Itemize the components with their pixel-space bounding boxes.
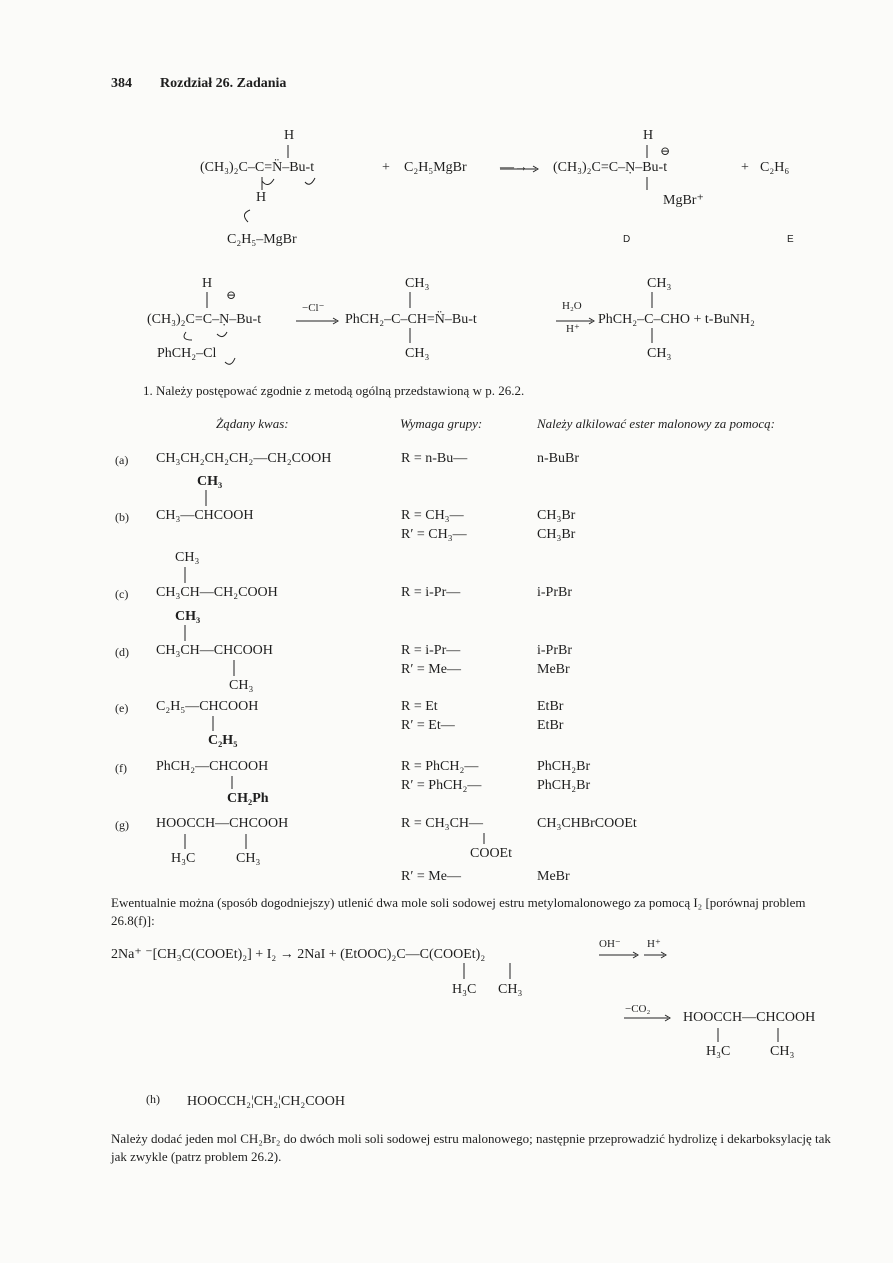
row-h-paragraph: Należy dodać jeden mol CH₂Br₂ do dwóch moli soli sodowej estru malonowego; następnie przeprowadzić hydrolizę i dekarboksylację tak jak zwykle (patrz problem 26.2). xyxy=(111,1131,831,1164)
row-b-reagent2: CH₃Br xyxy=(537,527,576,542)
row-g-acid: HOOCCH—CHCOOH xyxy=(156,816,289,831)
row-d-group: R = i-Pr— xyxy=(401,643,461,658)
scheme1-left-formula: (CH₃)₂C–C=N̈–Bu-t xyxy=(200,160,315,175)
scheme1-arrow: —→ xyxy=(500,160,528,175)
row-c-label: (c) xyxy=(115,587,129,601)
row-d-branch-bottom: CH₃ xyxy=(229,678,254,693)
row-d-reagent: i-PrBr xyxy=(537,643,572,658)
label-e: E xyxy=(787,234,794,245)
scheme2-arrow2-bottom: H⁺ xyxy=(566,323,580,335)
row-h-formula: HOOCCH₂¦CH₂¦CH₂COOH xyxy=(187,1094,345,1109)
row-c-group: R = i-Pr— xyxy=(401,585,461,600)
row-d-group2: R′ = Me— xyxy=(401,662,461,677)
row-g-group2: R′ = Me— xyxy=(401,869,461,884)
column-acid-header: Żądany kwas: xyxy=(216,416,289,431)
scheme2-product-formula: PhCH₂–C–CHO + t-BuNH₂ xyxy=(598,312,755,327)
row-b-group: R = CH₃— xyxy=(401,508,464,523)
row-e-reagent: EtBr xyxy=(537,699,564,714)
scheme2-h: H xyxy=(202,276,213,291)
row-e-group2: R′ = Et— xyxy=(401,718,455,733)
row-b-label: (b) xyxy=(115,510,129,524)
scheme1-ethane: C₂H₆ xyxy=(760,160,790,175)
scheme2-left-formula: (CH₃)₂C=C–Ṇ–Bu-t xyxy=(147,312,262,327)
row-f-reagent: PhCH₂Br xyxy=(537,759,591,774)
row-g-reagent2: MeBr xyxy=(537,869,570,884)
row-d-acid: CH₃CH—CHCOOH xyxy=(156,643,273,658)
scheme2-middle-formula: PhCH₂–C–CH=N̈–Bu-t xyxy=(345,312,477,327)
scheme1-product-h: H xyxy=(643,128,654,143)
scheme1-grignard: C₂H₅–MgBr xyxy=(227,232,297,247)
final-sub-left: H₃C xyxy=(706,1044,731,1059)
scheme2-minus-sign: ⊖ xyxy=(226,288,237,302)
row-f-group2: R′ = PhCH₂— xyxy=(401,778,482,793)
row-g-branch-right: CH₃ xyxy=(236,851,261,866)
equation-sub-right: CH₃ xyxy=(498,982,523,997)
column-group-header: Wymaga grupy: xyxy=(400,416,483,431)
scheme2-benzyl-chloride: PhCH₂–Cl xyxy=(157,346,217,361)
row-a-group: R = n-Bu— xyxy=(401,451,468,466)
row-a-acid: CH₃CH₂CH₂CH₂—CH₂COOH xyxy=(156,451,332,466)
final-sub-right: CH₃ xyxy=(770,1044,795,1059)
scheme2-mid-ch3-top: CH₃ xyxy=(405,276,430,291)
label-d: D xyxy=(623,234,631,245)
equation-sub-left: H₃C xyxy=(452,982,477,997)
arrow-acid-label: H⁺ xyxy=(647,938,661,950)
row-e-branch-bottom: C₂H₅ xyxy=(208,733,238,748)
row-f-branch-bottom: CH₂Ph xyxy=(227,791,269,806)
scheme1-h-top: H xyxy=(284,128,295,143)
scheme2-arrow2-top: H₂O xyxy=(562,300,582,312)
row-a-reagent: n-BuBr xyxy=(537,451,579,466)
row-g-reagent: CH₃CHBrCOOEt xyxy=(537,816,637,831)
row-e-group: R = Et xyxy=(401,699,438,714)
scheme1-reagent: C₂H₅MgBr xyxy=(404,160,467,175)
column-reagent-header: Należy alkilować ester malonowy za pomocą: xyxy=(537,416,775,431)
row-c-reagent: i-PrBr xyxy=(537,585,572,600)
problem1-intro: 1. Należy postępować zgodnie z metodą ogólną przedstawioną w p. 26.2. xyxy=(143,383,525,398)
row-g-group: R = CH₃CH— xyxy=(401,816,484,831)
row-d-reagent2: MeBr xyxy=(537,662,570,677)
scheme1-plus-2: + xyxy=(741,160,749,175)
scheme2-mid-ch3-bottom: CH₃ xyxy=(405,346,430,361)
row-b-reagent: CH₃Br xyxy=(537,508,576,523)
row-f-label: (f) xyxy=(115,761,127,775)
row-b-group2: R′ = CH₃— xyxy=(401,527,467,542)
row-a-label: (a) xyxy=(115,453,129,467)
scheme2-prod-ch3-bottom: CH₃ xyxy=(647,346,672,361)
row-b-branch-top: CH₃ xyxy=(197,474,223,489)
chapter-title: Rozdział 26. Zadania xyxy=(160,76,287,91)
row-g-branch-left: H₃C xyxy=(171,851,196,866)
arrow-hydroxide-label: OH⁻ xyxy=(599,938,621,950)
row-f-group: R = PhCH₂— xyxy=(401,759,479,774)
row-g-label: (g) xyxy=(115,818,129,832)
alternative-equation: 2Na⁺ ⁻[CH₃C(COOEt)₂] + I₂ → 2NaI + (EtOOC)₂C—C(COOEt)₂ xyxy=(111,947,486,962)
row-d-branch-top: CH₃ xyxy=(175,609,201,624)
row-h-label: (h) xyxy=(146,1092,160,1106)
row-b-acid: CH₃—CHCOOH xyxy=(156,508,254,523)
row-c-acid: CH₃CH—CH₂COOH xyxy=(156,585,278,600)
page-number: 384 xyxy=(111,76,132,91)
scheme1-product-formula: (CH₃)₂C=C–Ṇ–Bu-t xyxy=(553,160,668,175)
row-g-group-sub: COOEt xyxy=(470,846,512,861)
row-c-branch-top: CH₃ xyxy=(175,550,200,565)
scheme2-prod-ch3-top: CH₃ xyxy=(647,276,672,291)
alternative-paragraph: Ewentualnie można (sposób dogodniejszy) utlenić dwa mole soli sodowej estru metylomalonowego za pomocą I₂ [porównaj problem 26.8(f)]: xyxy=(111,895,806,928)
scheme1-mgbr: MgBr⁺ xyxy=(663,193,704,208)
scheme1-plus: + xyxy=(382,160,390,175)
scheme2-arrow1-label: −Cl⁻ xyxy=(302,302,325,314)
final-product-formula: HOOCCH—CHCOOH xyxy=(683,1010,816,1025)
arrow-decarboxylation-label: −CO₂ xyxy=(625,1003,651,1015)
scheme1-minus-sign: ⊖ xyxy=(660,144,671,158)
row-e-reagent2: EtBr xyxy=(537,718,564,733)
row-d-label: (d) xyxy=(115,645,129,659)
row-e-acid: C₂H₅—CHCOOH xyxy=(156,699,259,714)
row-f-reagent2: PhCH₂Br xyxy=(537,778,591,793)
scheme1-h-bottom: H xyxy=(256,190,267,205)
row-e-label: (e) xyxy=(115,701,129,715)
row-f-acid: PhCH₂—CHCOOH xyxy=(156,759,269,774)
